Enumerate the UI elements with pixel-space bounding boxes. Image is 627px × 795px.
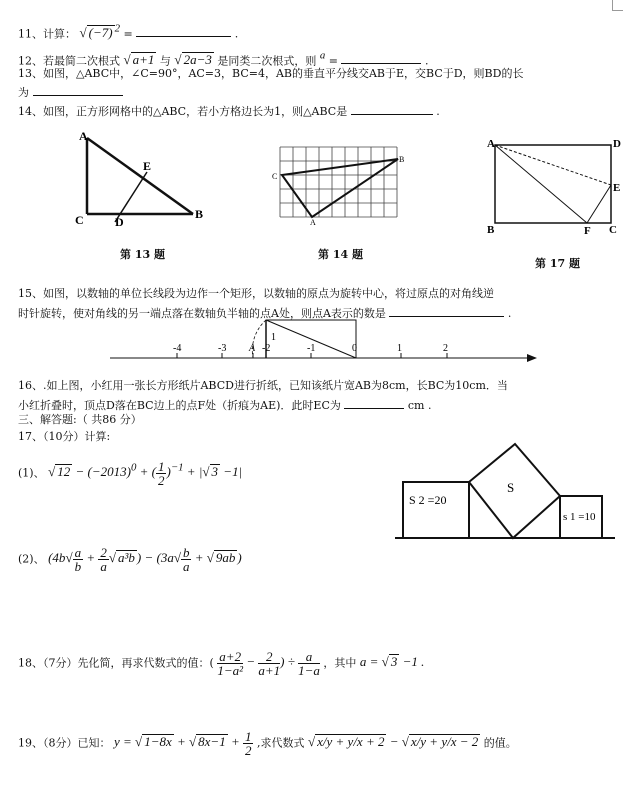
- squares-figure: [395, 440, 625, 560]
- question-16-line1: 16、.如上图，小红用一张长方形纸片ABCD进行折纸，已知该纸片宽AB为8cm，长BC为10cm．当: [18, 379, 508, 392]
- tick-label: -1: [307, 343, 316, 354]
- tick-label: 0: [352, 343, 357, 354]
- square-s2-label: S 2 =20: [409, 493, 447, 507]
- fig17-label-f: F: [584, 225, 591, 237]
- rect-height-label: 1: [271, 332, 276, 343]
- question-17-part2: (2)、 (4b√ $\frac{a}{b}$ + $\frac{2}{a}$ √ a³b ) − (3a√ $\frac{b}{a}$ + √ 9ab ): [18, 545, 242, 574]
- fig13-label-a: A: [79, 129, 88, 143]
- fig13-label-e: E: [143, 159, 152, 173]
- question-15-line1: 15、如图，以数轴的单位长线段为边作一个矩形，以数轴的原点为旋转中心，将过原点的对角线逆: [18, 287, 494, 300]
- fig13-label-b: B: [195, 207, 204, 221]
- question-12: 12、若最简二次根式 √ a+1 与 √ 2a−3 是同类二次根式，则 $^a$ = .: [18, 50, 429, 68]
- question-15-line2: 时针旋转，使对角线的另一端点落在数轴负半轴的点A处，则点A表示的数是 .: [18, 307, 512, 320]
- tick-label: A: [249, 343, 256, 354]
- fig13-label-c: C: [75, 213, 84, 227]
- question-18: 18、（7分）先化简，再求代数式的值：( $\frac{a+2}{\text{1−a²}}$ − $\frac{2}{a+1}$ ) ÷ $\frac{a}{1-a}$ ，其中 a = √ 3 −1 .: [18, 649, 425, 678]
- page-corner-mark: [612, 0, 623, 11]
- question-13-line2: 为: [18, 84, 123, 100]
- fig13-label-d: D: [115, 215, 124, 229]
- fig17-label-c: C: [609, 224, 617, 236]
- question-19: 19、（8分）已知： y = √ 1−8x + √ 8x−1 + $\frac{1}{2}$ ,求代数式 √ x/y + y/x + 2 − √ x/y + y/x − 2 的值。: [18, 729, 517, 758]
- fig17-label-e: E: [613, 182, 621, 194]
- fig13-caption: 第 13 题: [120, 248, 165, 261]
- question-17-title: 17、（10分）计算:: [18, 430, 111, 443]
- question-16-line2: 小红折叠时，顶点D落在BC边上的点F处（折痕为AE)．此时EC为 cm .: [18, 399, 432, 412]
- figure-14: [270, 145, 410, 225]
- fig14-label-b: B: [399, 155, 405, 164]
- tick-label: -4: [173, 343, 182, 354]
- tick-label: -3: [218, 343, 227, 354]
- fig14-caption: 第 14 题: [318, 248, 363, 261]
- fig17-caption: 第 17 题: [535, 257, 580, 270]
- number-line: [105, 318, 545, 368]
- figure-17: [485, 137, 625, 237]
- answer-blank-13[interactable]: [33, 84, 123, 96]
- fig14-label-c: C: [272, 172, 278, 181]
- section-3-title: 三、解答题:（ 共86 分）: [18, 413, 142, 426]
- answer-blank-14[interactable]: [351, 103, 433, 115]
- question-17-part1: (1)、 √ $12 - (-2013)^0$ + ( $\frac{1}{2}$ )$^{-1}$ + |√ 3 −1|: [18, 459, 243, 488]
- question-14: 14、如图，正方形网格中的△ABC，若小方格边长为1，则△ABC是 .: [18, 105, 440, 118]
- answer-blank-15[interactable]: [389, 305, 504, 317]
- fig17-label-d: D: [613, 138, 621, 150]
- answer-blank-12[interactable]: [341, 52, 421, 64]
- tick-label: 2: [443, 343, 448, 354]
- fig17-label-a: A: [487, 138, 495, 150]
- answer-blank-16[interactable]: [344, 397, 404, 409]
- question-13-line1: 13、如图，△ABC中，∠C=90°，AC=3，BC=4，AB的垂直平分线交AB于E，交BC于D，则BD的长: [18, 67, 524, 80]
- square-s1-label: s 1 =10: [563, 511, 596, 523]
- question-11: 11、计算： √ (−7) $^2$ = .: [18, 23, 239, 41]
- tick-label: 1: [397, 343, 402, 354]
- tick-label: -2: [262, 343, 271, 354]
- fig14-label-a: A: [310, 218, 316, 227]
- square-s-label: S: [507, 480, 515, 495]
- answer-blank-11[interactable]: [136, 25, 231, 37]
- fig17-label-b: B: [487, 224, 495, 236]
- figure-13: [75, 130, 215, 240]
